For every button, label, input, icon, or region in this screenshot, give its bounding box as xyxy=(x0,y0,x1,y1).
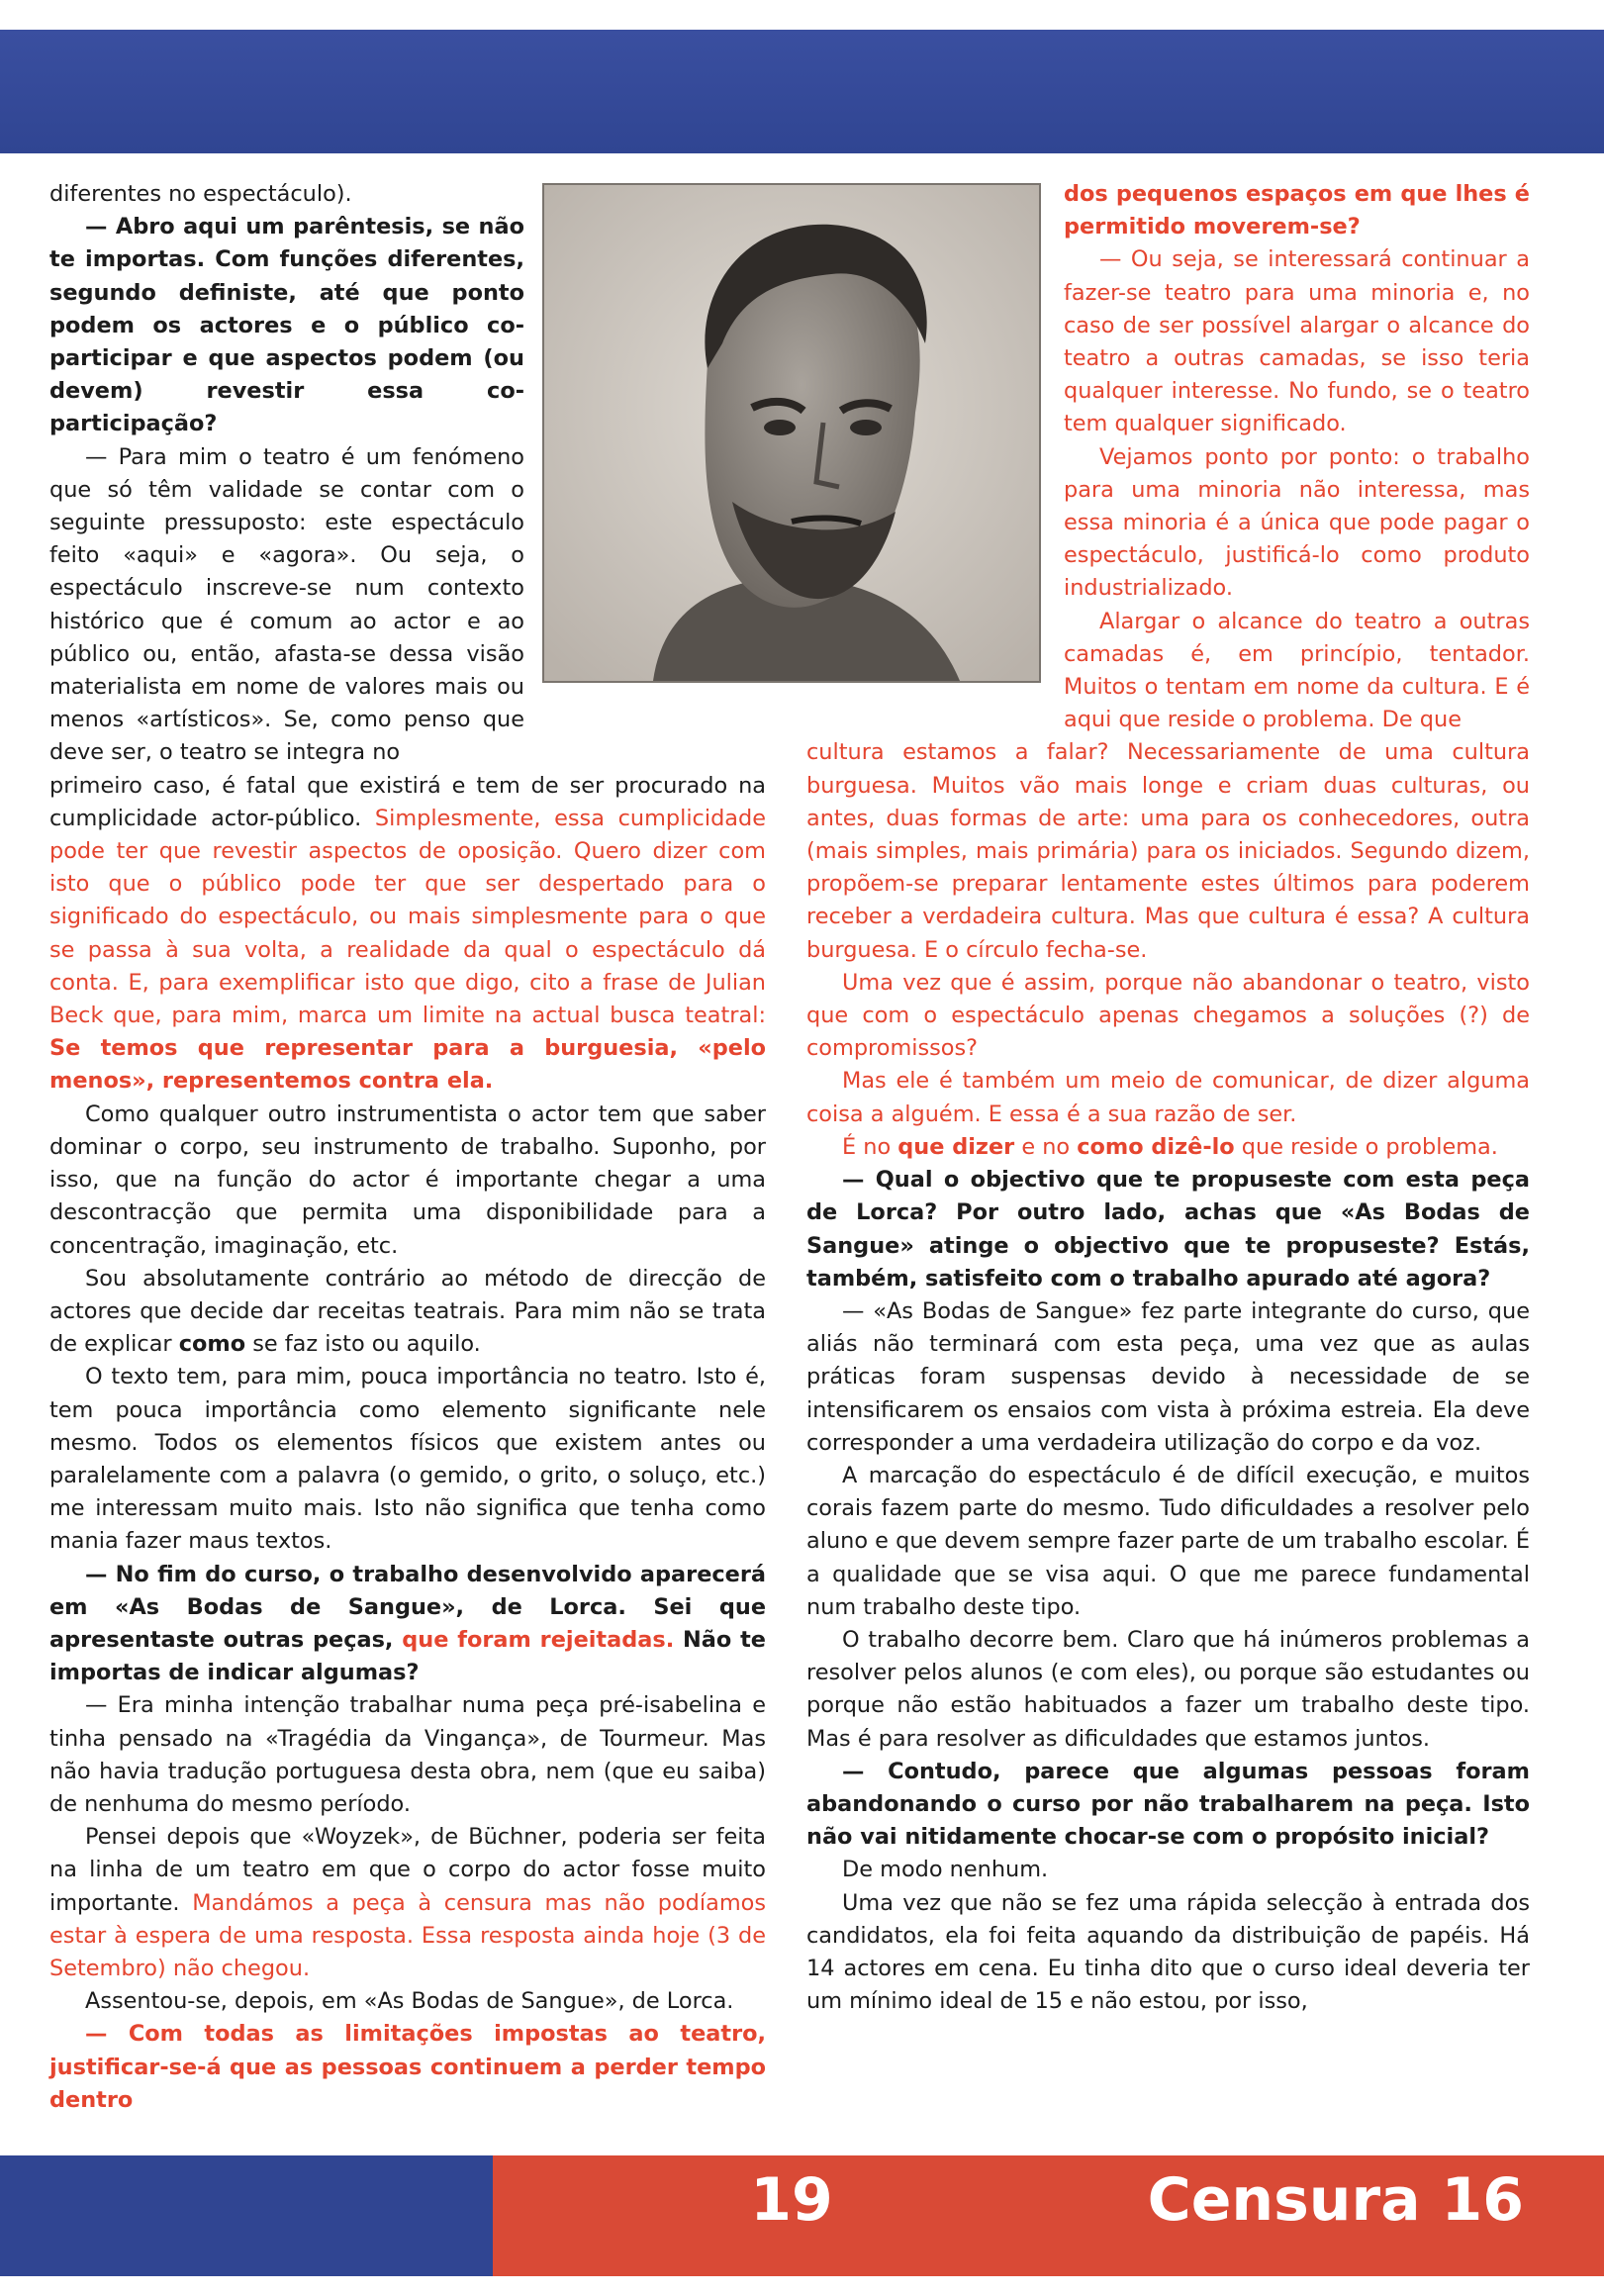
text-span: Pensei depois que «Woyzek», de Büchner, poderia ser feita na linha de um teatro em que o corpo do actor fosse muito importante. xyxy=(49,1824,766,1916)
text-span: que reside o problema. xyxy=(1234,1133,1498,1160)
right-paragraph-3: Vejamos ponto por ponto: o trabalho para uma minoria não interessa, mas essa minoria é a única que pode pagar o espectáculo, justificá-lo como produto industrializado. xyxy=(1064,443,1530,602)
question-3: — Com todas as limitações impostas ao teatro, justificar-se-á que as pessoas continuem a perder tempo dentro xyxy=(49,2021,766,2113)
question-3-continued: dos pequenos espaços em que lhes é permitido moverem-se? xyxy=(1064,181,1530,240)
bold-word: como xyxy=(178,1331,246,1358)
right-paragraph-6: Uma vez que é assim, porque não abandonar o teatro, visto que com o espectáculo apenas chegamos a soluções (?) de compromissos? xyxy=(806,969,1530,1062)
right-column xyxy=(806,178,1530,2018)
text-span: e no xyxy=(1014,1133,1078,1160)
text-span: primeiro caso, é fatal que existirá e tem de ser procurado na cumplicidade actor-público. xyxy=(49,772,766,831)
red-text-span: Mandámos a peça à censura mas não podíamos estar à espera de uma resposta. Essa resposta ainda hoje (3 de Setembro) não chegou. xyxy=(49,1889,766,1981)
right-paragraph-10: — «As Bodas de Sangue» fez parte integrante do curso, que aliás não terminará com esta peça, uma vez que as aulas práticas foram suspensas devido à necessidade de se intensificarem os ensaios com vista à próxima estreia. Ela deve corresponder a uma verdadeira utilização do corpo e da voz. xyxy=(806,1297,1530,1456)
left-paragraph-10: Assentou-se, depois, em «As Bodas de Sangue», de Lorca. xyxy=(85,1988,734,2015)
text-span: — No fim do curso, o trabalho desenvolvido aparecerá em «As Bodas de Sangue», de Lorca. Sei que apresentaste outras peças, xyxy=(49,1561,766,1653)
left-paragraph-5 xyxy=(49,1263,766,1362)
left-column-narrow xyxy=(49,178,524,770)
right-paragraph-11: A marcação do espectáculo é de difícil execução, e muitos corais fazem parte do mesmo. Tudo dificuldades a resolver pelo aluno e que devem sempre fazer parte de um trabalho escolar. É a qualidade que se visa aqui. O que me parece fundamental num trabalho deste tipo. xyxy=(806,1462,1530,1620)
text-span: Não te importas de indicar algumas? xyxy=(49,1626,766,1686)
magazine-title: Censura 16 xyxy=(1147,2165,1524,2235)
left-column xyxy=(49,178,766,2117)
red-text-span: que foram rejeitadas. xyxy=(393,1626,675,1653)
left-paragraph-3-continued xyxy=(49,770,766,1099)
right-paragraph-14: De modo nenhum. xyxy=(842,1857,1049,1883)
bold-phrase: como dizê-lo xyxy=(1077,1133,1235,1160)
red-text-span: Simplesmente, essa cumplicidade pode ter que revestir aspectos de oposição. Quero dizer com isto que o público pode ter que ser despertado para o significado do espectáculo, ou mais simplesmente para o que se passa à sua volta, a realidade da qual o espectáculo dá conta. E, para exemplificar isto que digo, cito a frase de Julian Beck que, para mim, marca um limite na actual busca teatral: xyxy=(49,805,766,1029)
julian-beck-quote: Se temos que representar para a burguesia, «pelo menos», representemos contra ela. xyxy=(49,1035,766,1095)
left-paragraph-4: Como qualquer outro instrumentista o actor tem que saber dominar o corpo, seu instrumento de trabalho. Suponho, por isso, que na função do actor é importante chegar a uma descontracção que permita uma disponibilidade para a concentração, imaginação, etc. xyxy=(49,1100,766,1259)
right-paragraph-15: Uma vez que não se fez uma rápida selecção à entrada dos candidatos, ela foi feita aquando da distribuição de papéis. Há 14 actores em cena. Eu tinha dito que o curso ideal deveria ter um mínimo ideal de 15 e não estou, por isso, xyxy=(806,1889,1530,2015)
right-paragraph-12: O trabalho decorre bem. Claro que há inúmeros problemas a resolver pelos alunos (e com eles), ou porque são estudantes ou porque não estão habituados a fazer um trabalho deste tipo. Mas é para resolver as dificuldades que estamos juntos. xyxy=(806,1626,1530,1752)
left-paragraph-9 xyxy=(49,1821,766,1985)
question-2 xyxy=(49,1559,766,1690)
right-column-narrow xyxy=(1064,178,1530,736)
text-span: se faz isto ou aquilo. xyxy=(245,1331,481,1358)
question-4: — Qual o objectivo que te propuseste com esta peça de Lorca? Por outro lado, achas que «As Bodas de Sangue» atinge o objectivo que te propuseste? Estás, também, satisfeito com o trabalho apurado até agora? xyxy=(806,1167,1530,1292)
right-paragraph-5: cultura estamos a falar? Necessariamente de uma cultura burguesa. Muitos vão mais longe e criam duas culturas, ou antes, duas formas de arte: uma para os conhecedores, outra (mais simples, mais primária) para os iniciados. Segundo dizem, propõem-se preparar lentamente estes últimos para poderem receber a verdadeira cultura. Mas que cultura é essa? A cultura burguesa. E o círculo fecha-se. xyxy=(806,739,1530,963)
text-span: É no xyxy=(842,1133,898,1160)
left-paragraph-1: diferentes no espectáculo). xyxy=(49,181,352,207)
question-5: — Contudo, parece que algumas pessoas foram abandonando o curso por não trabalharem na peça. Isto não vai nitidamente chocar-se com o propósito inicial? xyxy=(806,1758,1530,1851)
left-paragraph-8: — Era minha intenção trabalhar numa peça pré-isabelina e tinha pensado na «Tragédia da Vingança», de Tourmeur. Mas não havia tradução portuguesa desta obra, nem (que eu saiba) de nenhuma do mesmo período. xyxy=(49,1692,766,1817)
right-paragraph-2: — Ou seja, se interessará continuar a fazer-se teatro para uma minoria e, no caso de ser possível alargar o alcance do teatro a outras camadas, se isso teria qualquer interesse. No fundo, se o teatro tem qualquer significado. xyxy=(1064,246,1530,437)
page-number: 19 xyxy=(750,2165,833,2235)
right-paragraph-8 xyxy=(806,1131,1530,1164)
left-paragraph-3: — Para mim o teatro é um fenómeno que só têm validade se contar com o seguinte pressuposto: este espectáculo feito «aqui» e «agora». Ou seja, o espectáculo inscreve-se num contexto histórico que é comum ao actor e ao público ou, então, afasta-se dessa visão materialista em nome de valores mais ou menos «artísticos». Se, como penso que deve ser, o teatro se integra no xyxy=(49,443,524,766)
text-span: Sou absolutamente contrário ao método de direcção de actores que decide dar receitas teatrais. Para mim não se trata de explicar xyxy=(49,1265,766,1358)
right-column-upper xyxy=(806,178,1530,736)
bold-phrase: que dizer xyxy=(897,1133,1015,1160)
left-paragraph-6: O texto tem, para mim, pouca importância no teatro. Isto é, tem pouca importância como elemento significante nele mesmo. Todos os elementos físicos que existem antes ou paralelamente com a palavra (o gemido, o grito, o soluço, etc.) me interessam muito mais. Isto não significa que tenha como mania fazer maus textos. xyxy=(49,1364,766,1555)
top-color-band xyxy=(0,0,1604,153)
right-paragraph-4: Alargar o alcance do teatro a outras camadas é, em princípio, tentador. Muitos o tentam em nome da cultura. E é aqui que reside o problema. De que xyxy=(1064,608,1530,733)
question-1: — Abro aqui um parêntesis, se não te importas. Com funções diferentes, segundo definiste, até que ponto podem os actores e o público co-participar e que aspectos podem (ou devem) revestir essa co-participação? xyxy=(49,214,524,437)
right-paragraph-7: Mas ele é também um meio de comunicar, de dizer alguma coisa a alguém. E essa é a sua razão de ser. xyxy=(806,1068,1530,1127)
